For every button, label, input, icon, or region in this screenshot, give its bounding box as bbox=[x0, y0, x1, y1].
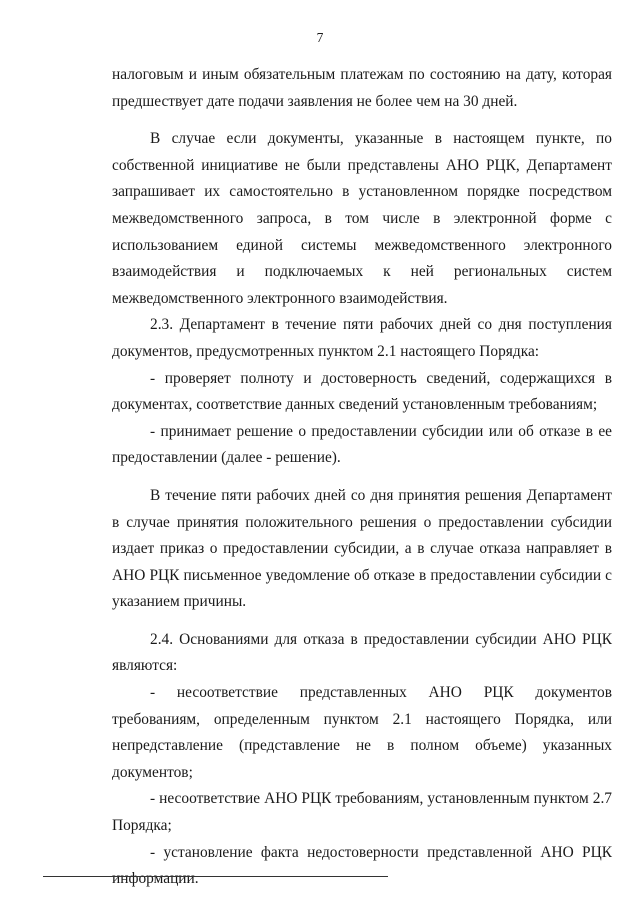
footer-divider bbox=[43, 876, 388, 877]
page-number: 7 bbox=[316, 30, 324, 45]
list-item-requirements-mismatch: - несоответствие АНО РЦК требованиям, установленным пунктом 2.7 Порядка; bbox=[112, 790, 612, 835]
list-item-check-completeness: - проверяет полноту и достоверность сведений, содержащихся в документах, соответствие данных сведений установленным требованиям; bbox=[112, 369, 612, 414]
list-item-documents-mismatch: - несоответствие представленных АНО РЦК документов требованиям, определенным пунктом 2.1 настоящего Порядка, или непредставление (представление не в полном объеме) указанных документов; bbox=[112, 684, 612, 781]
paragraph-documents-request: В случае если документы, указанные в настоящем пункте, по собственной инициативе не были представлены АНО РЦК, Департамент запрашивает их самостоятельно в установленном порядке посредством межведомственного запроса, в том числе в электронной форме с использованием единой системы межведомственного электронного взаимодействия и подключаемых к ней региональных систем межведомственного электронного взаимодействия. bbox=[112, 130, 612, 307]
paragraph-continuation: налоговым и иным обязательным платежам по состоянию на дату, которая предшествует дате подачи заявления не более чем на 30 дней. bbox=[112, 66, 612, 110]
paragraph-section-2-4: 2.4. Основаниями для отказа в предоставлении субсидии АНО РЦК являются: bbox=[112, 630, 612, 675]
paragraph-section-2-3: 2.3. Департамент в течение пяти рабочих дней со дня поступления документов, предусмотренных пунктом 2.1 настоящего Порядка: bbox=[112, 316, 612, 360]
list-item-false-information: - установление факта недостоверности представленной АНО РЦК информации. bbox=[112, 843, 612, 888]
list-item-make-decision: - принимает решение о предоставлении субсидии или об отказе в ее предоставлении (далее - решение). bbox=[112, 422, 612, 467]
document-body bbox=[112, 62, 612, 893]
paragraph-decision-notice: В течение пяти рабочих дней со дня принятия решения Департамент в случае принятия положительного решения о предоставлении субсидии издает приказ о предоставлении субсидии, а в случае отказа направляет в АНО РЦК письменное уведомление об отказе в предоставлении субсидии с указанием причины. bbox=[112, 486, 612, 611]
